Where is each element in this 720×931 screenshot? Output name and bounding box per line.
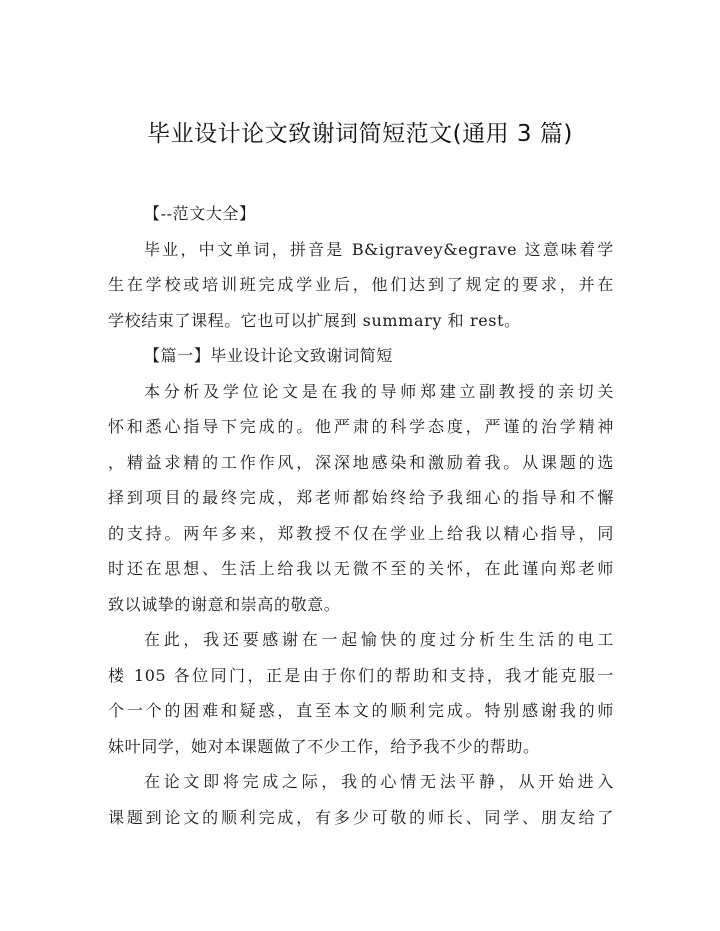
- body-line: 个一个的困难和疑惑，直至本文的顺利完成。特别感谢我的师: [108, 701, 614, 720]
- body-line: 生在学校或培训班完成学业后，他们达到了规定的要求，并在: [108, 275, 614, 294]
- body-line: 在论文即将完成之际，我的心情无法平静，从开始进入: [144, 772, 614, 791]
- document-title: 毕业设计论文致谢词简短范文(通用 3 篇): [147, 121, 573, 147]
- body-line: 致以诚挚的谢意和崇高的敬意。: [108, 594, 341, 614]
- body-line: 在此，我还要感谢在一起愉快的度过分析生生活的电工: [144, 630, 614, 649]
- source-tag-line: 【--范文大全】: [144, 204, 256, 223]
- body-line: 课题到论文的顺利完成，有多少可敬的师长、同学、朋友给了: [108, 807, 614, 827]
- body-line: 本分析及学位论文是在我的导师郑建立副教授的亲切关: [144, 381, 614, 401]
- section-heading: 【篇一】毕业设计论文致谢词简短: [144, 346, 394, 365]
- document-body: [108, 196, 614, 835]
- body-line: 的支持。两年多来，郑教授不仅在学业上给我以精心指导，同: [108, 523, 614, 543]
- body-line: ，精益求精的工作作风，深深地感染和激励着我。从课题的选: [108, 452, 614, 472]
- body-line: 择到项目的最终完成，郑老师都始终给予我细心的指导和不懈: [108, 488, 614, 507]
- body-line: 妹叶同学，她对本课题做了不少工作，给予我不少的帮助。: [108, 736, 540, 756]
- body-line: 学校结束了课程。它也可以扩展到 summary 和 rest。: [108, 310, 521, 330]
- body-line: 怀和悉心指导下完成的。他严肃的科学态度，严谨的治学精神: [108, 417, 614, 436]
- body-line: 楼 105 各位同门，正是由于你们的帮助和支持，我才能克服一: [108, 665, 614, 685]
- body-line: 毕业，中文单词，拼音是 B&igravey&egrave 这意味着学: [144, 239, 614, 259]
- body-line: 时还在思想、生活上给我以无微不至的关怀，在此谨向郑老师: [108, 559, 614, 578]
